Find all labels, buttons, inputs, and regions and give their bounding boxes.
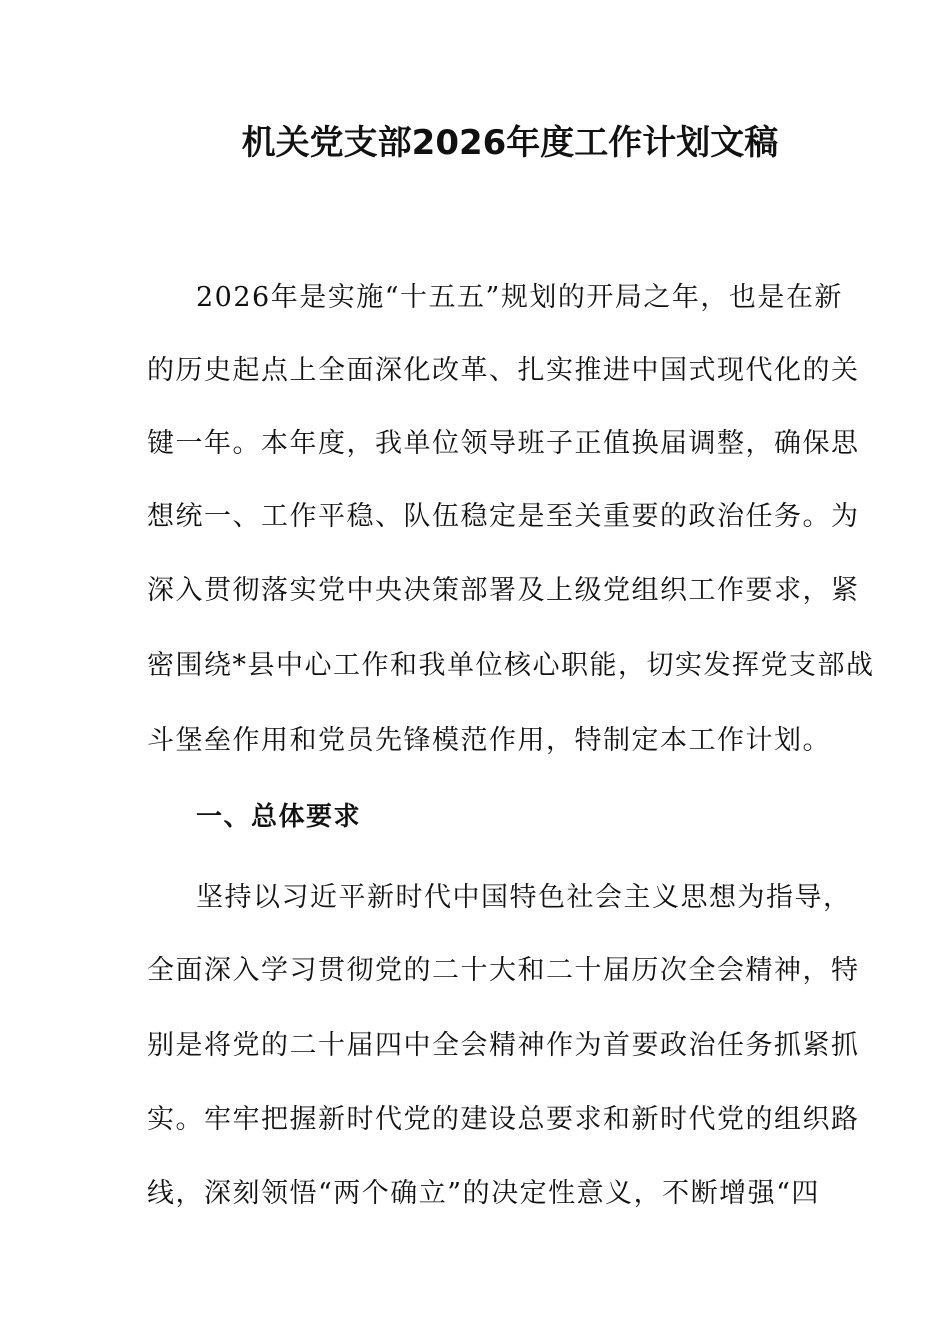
paragraph-line: 斗堡垒作用和党员先锋模范作用，特制定本工作计划。 bbox=[147, 725, 831, 756]
paragraph-line: 坚持以习近平新时代中国特色社会主义思想为指导， bbox=[196, 882, 852, 913]
paragraph-line: 别是将党的二十届四中全会精神作为首要政治任务抓紧抓 bbox=[147, 1030, 860, 1061]
paragraph-line: 深入贯彻落实党中央决策部署及上级党组织工作要求，紧 bbox=[147, 575, 860, 606]
paragraph-line: 全面深入学习贯彻党的二十大和二十届历次全会精神，特 bbox=[147, 955, 860, 986]
section-heading: 一、总体要求 bbox=[196, 802, 362, 832]
document-title: 机关党支部2026年度工作计划文稿 bbox=[241, 123, 779, 163]
paragraph-line: 线，深刻领悟“两个确立”的决定性意义，不断增强“四 bbox=[147, 1178, 820, 1209]
paragraph-line: 键一年。本年度，我单位领导班子正值换届调整，确保思 bbox=[147, 428, 860, 459]
paragraph-line: 密围绕*县中心工作和我单位核心职能，切实发挥党支部战 bbox=[147, 650, 875, 681]
paragraph-line: 的历史起点上全面深化改革、扎实推进中国式现代化的关 bbox=[147, 355, 860, 386]
paragraph-line: 实。牢牢把握新时代党的建设总要求和新时代党的组织路 bbox=[147, 1104, 860, 1135]
paragraph-line: 想统一、工作平稳、队伍稳定是至关重要的政治任务。为 bbox=[147, 501, 860, 532]
paragraph-line: 2026年是实施“十五五”规划的开局之年，也是在新 bbox=[196, 282, 843, 313]
